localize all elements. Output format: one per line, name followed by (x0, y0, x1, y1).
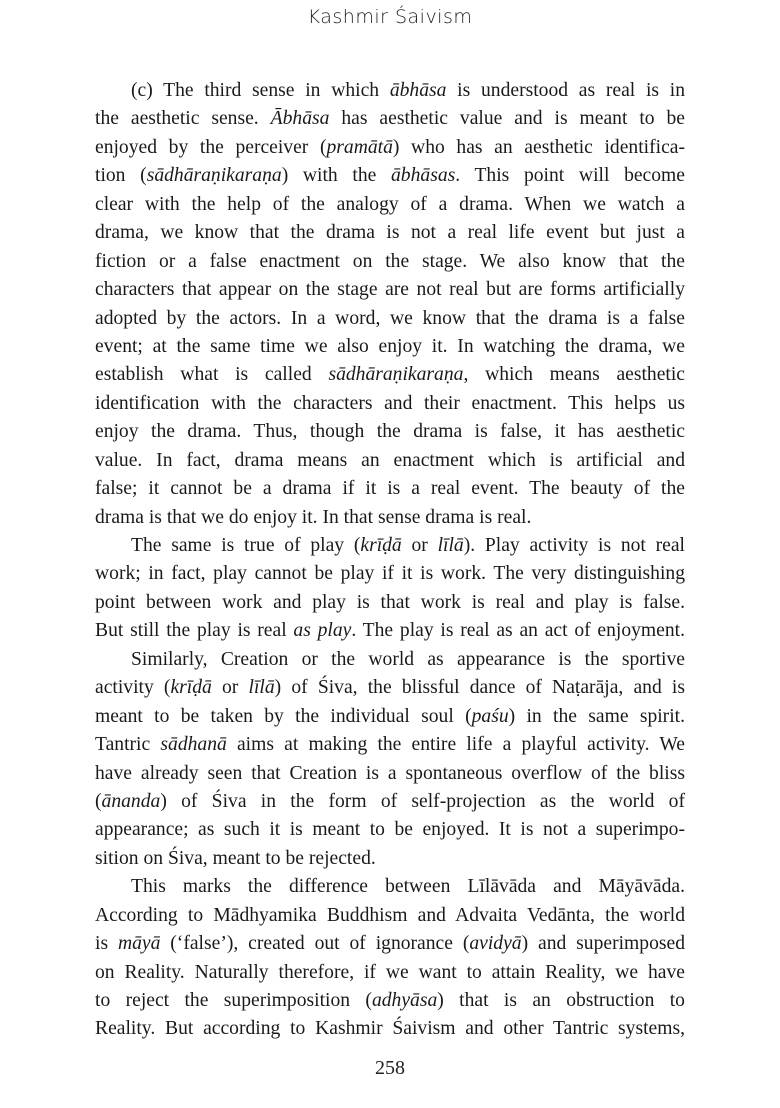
text-line (95, 617, 685, 645)
italic-term: ānanda (101, 790, 161, 812)
text-segment: identification with the characters and their enactment. This helps us (95, 392, 685, 414)
text-line (95, 219, 685, 247)
text-segment: false; it cannot be a drama if it is a real event. The beauty of the (95, 478, 685, 500)
text-line (95, 589, 685, 617)
italic-term: as play (293, 620, 352, 642)
text-segment: ) that is an obstruction to (437, 990, 685, 1011)
text-segment: , which means aesthetic (463, 364, 686, 386)
text-line (95, 276, 685, 304)
text-segment: enjoyed by the perceiver ( (95, 136, 327, 158)
text-segment: This marks the difference between Līlāvāda and Māyāvāda. (131, 876, 685, 898)
text-line (95, 987, 685, 1015)
text-line (95, 959, 685, 987)
text-line (95, 305, 685, 333)
text-line (95, 731, 685, 759)
text-line (95, 646, 685, 674)
text-line (95, 816, 685, 844)
italic-term: paśu (471, 705, 509, 727)
text-segment: The same is true of play ( (131, 535, 361, 556)
text-segment: establish what is called (95, 364, 329, 386)
text-segment: ) with the (281, 165, 391, 187)
text-line (95, 418, 685, 446)
text-segment: value. In fact, drama means an enactment which is artificial and (95, 449, 685, 471)
text-segment: ( (95, 790, 102, 812)
text-line (95, 760, 685, 788)
italic-term: līlā (248, 677, 275, 699)
text-line (95, 134, 685, 162)
text-line (95, 475, 685, 503)
text-line (95, 845, 685, 873)
text-line (95, 873, 685, 901)
text-line (95, 560, 685, 588)
text-segment: (‘false’), created out of ignorance ( (160, 933, 470, 955)
text-segment: enjoy the drama. Thus, though the drama is false, it has aesthetic (95, 421, 685, 443)
page-body-text (95, 77, 685, 1044)
text-line (95, 703, 685, 731)
text-line (95, 105, 685, 133)
text-segment: ) of Śiva, the blissful dance of Naṭarāja, and is (274, 677, 686, 699)
italic-term: līlā (437, 535, 464, 556)
text-line (95, 902, 685, 930)
text-segment: is (95, 933, 118, 955)
italic-term: māyā (117, 933, 161, 955)
italic-term: adhyāsa (371, 990, 438, 1011)
text-segment: point between work and play is that work is real and play is false. (95, 591, 685, 613)
text-segment: Reality. But according to Kashmir Śaivism and other Tantric systems, (95, 1018, 685, 1040)
italic-term: sādhāraṇikaraṇa (328, 364, 464, 386)
text-line (95, 788, 685, 816)
text-line (95, 532, 685, 560)
text-segment: drama, we know that the drama is not a real life event but just a (95, 222, 685, 244)
text-segment: work; in fact, play cannot be play if it is work. The very distinguishing (95, 563, 685, 585)
italic-term: krīḍā (170, 677, 212, 699)
text-segment: ) and superimposed (521, 933, 686, 955)
text-line (95, 504, 685, 532)
text-segment: But still the play is real (95, 620, 294, 642)
italic-term: Ābhāsa (270, 108, 330, 130)
text-line (95, 930, 685, 958)
text-segment: drama is that we do enjoy it. In that sense drama is real. (95, 506, 532, 528)
text-segment: clear with the help of the analogy of a drama. When we watch a (95, 193, 685, 215)
text-segment: event; at the same time we also enjoy it. In watching the drama, we (95, 335, 685, 357)
text-segment: adopted by the actors. In a word, we know that the drama is a false (95, 307, 685, 329)
italic-term: ābhāsas (391, 165, 456, 187)
text-segment: the aesthetic sense. (95, 108, 271, 130)
page-number: 258 (375, 1057, 405, 1079)
text-line (95, 248, 685, 276)
text-line (95, 162, 685, 190)
text-segment: has aesthetic value and is meant to be (329, 108, 685, 130)
text-line (95, 191, 685, 219)
text-line (95, 447, 685, 475)
text-segment: on Reality. Naturally therefore, if we want to attain Reality, we have (95, 961, 685, 983)
text-segment: ) in the same spirit. (508, 705, 685, 727)
text-segment: or (401, 535, 438, 556)
text-segment: appearance; as such it is meant to be enjoyed. It is not a superimpo- (95, 819, 685, 841)
italic-term: pramātā (326, 136, 393, 158)
text-segment: ) of Śiva in the form of self-projection as the world of (160, 790, 685, 812)
text-segment: meant to be taken by the individual soul ( (95, 705, 472, 727)
running-header: Kashmir Śaivism (307, 6, 473, 28)
text-segment: to reject the superimposition ( (95, 990, 372, 1011)
text-segment: ) who has an aesthetic identifica- (392, 136, 685, 158)
text-segment: aims at making the entire life a playful activity. We (226, 734, 685, 756)
text-segment: sition on Śiva, meant to be rejected. (95, 847, 376, 869)
text-line (95, 674, 685, 702)
text-line (95, 361, 685, 389)
text-segment: fiction or a false enactment on the stage. We also know that the (95, 250, 685, 272)
text-segment: or (211, 677, 249, 699)
italic-term: avidyā (469, 933, 522, 955)
text-segment: tion ( (95, 165, 147, 187)
text-segment: . The play is real as an act of enjoyment. (351, 620, 686, 642)
text-segment: have already seen that Creation is a spontaneous overflow of the bliss (95, 762, 685, 784)
text-segment: According to Mādhyamika Buddhism and Advaita Vedānta, the world (95, 904, 685, 926)
italic-term: ābhāsa (389, 80, 447, 101)
text-segment: Similarly, Creation or the world as appearance is the sportive (131, 648, 685, 670)
text-segment: characters that appear on the stage are not real but are forms artificially (95, 279, 685, 301)
text-segment: is understood as real is in (446, 80, 685, 101)
text-line (95, 333, 685, 361)
text-segment: activity ( (95, 677, 171, 699)
italic-term: sādhāraṇikaraṇa (146, 165, 282, 187)
text-line (95, 1015, 685, 1043)
text-segment: Tantric (95, 734, 161, 756)
italic-term: sādhanā (160, 734, 227, 756)
text-segment: . This point will become (455, 165, 685, 187)
italic-term: krīḍā (360, 535, 402, 556)
text-line (95, 390, 685, 418)
text-line (95, 77, 685, 105)
text-segment: ). Play activity is not real (463, 535, 685, 556)
text-segment: (c) The third sense in which (131, 80, 390, 101)
